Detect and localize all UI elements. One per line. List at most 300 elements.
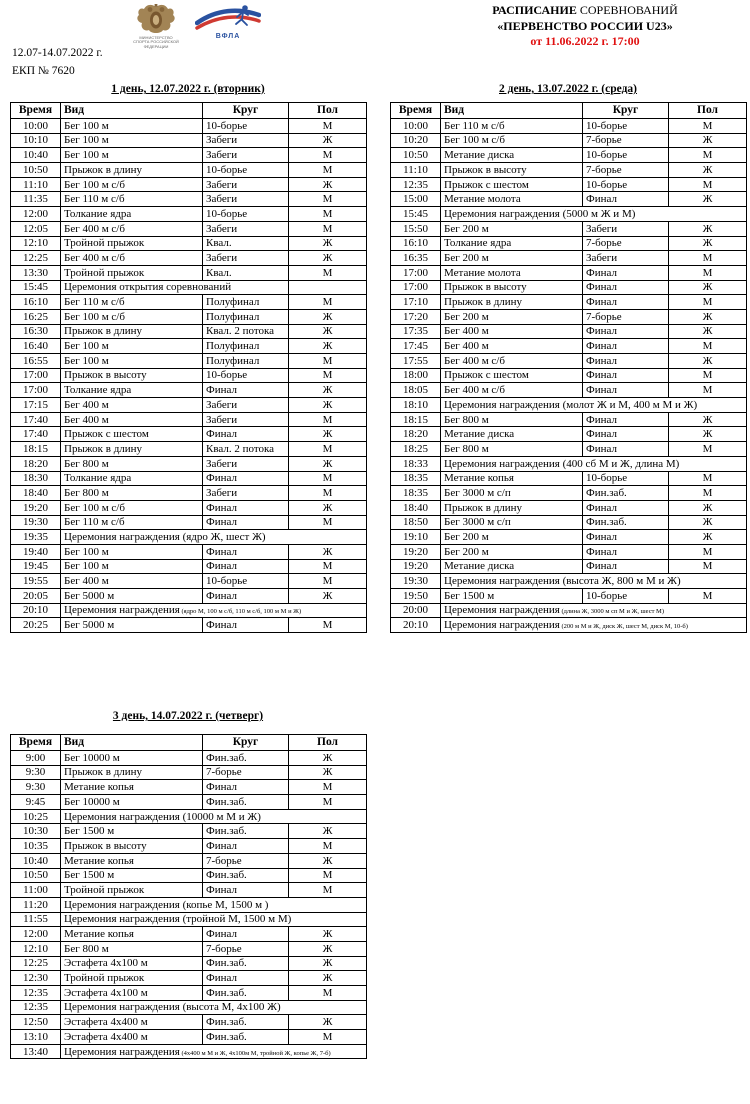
cell-round: Финал [583,544,669,559]
cell-round: Фин.заб. [203,986,289,1001]
cell-event: Толкание ядра [61,383,203,398]
cell-time: 15:50 [391,221,441,236]
cell-event: Бег 110 м с/б [441,119,583,134]
table-row [11,1030,367,1045]
cell-time: 17:40 [11,412,61,427]
ministry-eagle-icon [136,3,176,35]
cell-round: Финал [583,559,669,574]
cell-event: Бег 10000 м [61,751,203,766]
cell-sex: Ж [669,500,747,515]
cell-time: 19:40 [11,544,61,559]
cell-event: Бег 400 м с/б [441,354,583,369]
cell-round: Полуфинал [203,309,289,324]
cell-event: Метание диска [441,427,583,442]
cell-event: Бег 400 м [61,398,203,413]
cell-event: Метание молота [441,192,583,207]
cell-sex: Ж [669,354,747,369]
cell-event: Прыжок с шестом [441,177,583,192]
cell-time: 19:20 [11,500,61,515]
table-row [11,1000,367,1015]
table-row [11,486,367,501]
cell-time: 19:35 [11,530,61,545]
cell-round: Забеги [203,177,289,192]
table-row [391,471,747,486]
table-row [391,559,747,574]
table-row [391,456,747,471]
table-row [11,883,367,898]
cell-round: Финал [203,559,289,574]
cell-time: 19:50 [391,589,441,604]
cell-round: Забеги [203,192,289,207]
vfla-logo [195,3,261,40]
cell-time: 9:30 [11,765,61,780]
cell-time: 17:45 [391,339,441,354]
cell-event: Прыжок в длину [61,324,203,339]
cell-sex: Ж [289,456,367,471]
cell-sex: М [669,251,747,266]
cell-time: 16:30 [11,324,61,339]
cell-time: 16:25 [11,309,61,324]
cell-sex: Ж [669,236,747,251]
cell-event: Бег 5000 м [61,618,203,633]
cell-event: Толкание ядра [61,207,203,222]
table-row [11,456,367,471]
cell-sex: Ж [289,1015,367,1030]
cell-round: Фин.заб. [203,1030,289,1045]
cell-sex: М [669,589,747,604]
cell-time: 15:00 [391,192,441,207]
table-row [11,177,367,192]
cell-round: Финал [583,368,669,383]
cell-event: Прыжок с шестом [441,368,583,383]
cell-sex: Ж [289,251,367,266]
cell-round: 10-борье [203,119,289,134]
cell-sex: М [669,295,747,310]
cell-sex: М [289,839,367,854]
cell-event: Бег 100 м [61,148,203,163]
cell-event: Метание копья [441,471,583,486]
ceremony-note: (ядро М, 100 м с/б, 110 м с/б, 100 м М и Ж) [179,608,302,616]
cell-time: 11:55 [11,912,61,927]
cell-time: 10:40 [11,148,61,163]
day-1-table-container [10,102,367,633]
cell-event: Прыжок в длину [441,500,583,515]
cell-time: 12:35 [11,1000,61,1015]
table-row [11,368,367,383]
cell-event: Церемония награждения (ядро М, 100 м с/б, 110 м с/б, 100 м М и Ж) [61,603,367,618]
cell-sex: М [669,559,747,574]
cell-time: 11:35 [11,192,61,207]
cell-event: Бег 800 м [441,412,583,427]
cell-round: Фин.заб. [203,956,289,971]
cell-sex: М [669,383,747,398]
cell-sex [289,280,367,295]
cell-event: Церемония награждения (молот Ж и М, 400 м М и Ж) [441,398,747,413]
table-row [11,751,367,766]
cell-round: Полуфинал [203,339,289,354]
cell-sex: М [669,544,747,559]
table-row [391,265,747,280]
cell-event: Бег 400 м [441,339,583,354]
header-logos [133,3,261,49]
cell-time: 20:00 [391,603,441,618]
table-row [11,574,367,589]
table-row [11,530,367,545]
title-version-date: от 11.06.2022 г. 17:00 [530,34,640,49]
cell-time: 20:05 [11,589,61,604]
cell-event: Прыжок в длину [441,295,583,310]
table-row [391,295,747,310]
header-row [391,103,747,119]
cell-sex: Ж [289,824,367,839]
cell-time: 17:00 [391,265,441,280]
cell-event: Бег 200 м [441,251,583,266]
cell-event: Прыжок с шестом [61,427,203,442]
cell-time: 9:00 [11,751,61,766]
table-row [11,148,367,163]
cell-time: 18:05 [391,383,441,398]
cell-time: 19:30 [11,515,61,530]
cell-sex: Ж [289,853,367,868]
cell-time: 17:40 [11,427,61,442]
cell-time: 12:25 [11,956,61,971]
col-header-sex: Пол [669,103,747,119]
cell-time: 18:33 [391,456,441,471]
table-row [11,559,367,574]
cell-event: Прыжок в длину [61,163,203,178]
day-3-table-container [10,734,367,1059]
cell-round: Забеги [583,251,669,266]
table-row [11,927,367,942]
cell-round: Фин.заб. [203,824,289,839]
cell-sex: Ж [669,309,747,324]
cell-sex: М [289,515,367,530]
cell-sex: Ж [289,427,367,442]
cell-time: 11:00 [11,883,61,898]
cell-time: 18:30 [11,471,61,486]
cell-sex: М [289,442,367,457]
cell-event: Церемония награждения (копье М, 1500 м ) [61,897,367,912]
cell-round: Финал [583,265,669,280]
cell-sex: М [289,354,367,369]
cell-event: Бег 400 м [441,324,583,339]
cell-time: 19:30 [391,574,441,589]
cell-event: Бег 100 м с/б [441,133,583,148]
table-row [391,530,747,545]
table-row [11,618,367,633]
cell-time: 9:30 [11,780,61,795]
cell-time: 12:00 [11,207,61,222]
cell-time: 12:50 [11,1015,61,1030]
table-row [11,795,367,810]
cell-sex: М [289,795,367,810]
col-header-event: Вид [61,103,203,119]
cell-time: 19:20 [391,544,441,559]
cell-sex: М [289,119,367,134]
cell-time: 16:40 [11,339,61,354]
cell-round: Забеги [203,148,289,163]
cell-event: Бег 100 м с/б [61,177,203,192]
cell-time: 19:45 [11,559,61,574]
cell-round: Финал [583,500,669,515]
vfla-logo-label: ВФЛА [215,33,241,40]
cell-round: Фин.заб. [203,795,289,810]
table-row [391,383,747,398]
table-row [391,119,747,134]
cell-round: Квал. 2 потока [203,442,289,457]
table-row [391,133,747,148]
cell-round: Забеги [203,456,289,471]
cell-sex: Ж [289,971,367,986]
cell-event: Бег 800 м [61,941,203,956]
cell-event: Толкание ядра [61,471,203,486]
cell-event: Церемония награждения (4х400 м М и Ж, 4х100м М, тройной Ж, копье Ж, 7-б) [61,1044,367,1059]
cell-time: 17:35 [391,324,441,339]
cell-round: 10-борье [203,207,289,222]
cell-sex: М [289,221,367,236]
cell-sex: Ж [289,324,367,339]
cell-round: Фин.заб. [583,486,669,501]
cell-event: Церемония награждения (длина Ж, 3000 м сп М и Ж, шест М) [441,603,747,618]
table-row [391,177,747,192]
cell-round: Забеги [203,251,289,266]
cell-sex: Ж [669,324,747,339]
cell-round: Забеги [203,221,289,236]
cell-round: 7-борье [583,236,669,251]
cell-time: 10:35 [11,839,61,854]
table-row [11,824,367,839]
table-row [391,500,747,515]
cell-time: 11:10 [391,163,441,178]
cell-sex: М [289,207,367,222]
cell-event: Бег 100 м [61,354,203,369]
cell-sex: М [289,471,367,486]
cell-time: 17:00 [11,383,61,398]
cell-sex: Ж [669,221,747,236]
table-row [391,354,747,369]
table-row [11,515,367,530]
cell-event: Бег 400 м [61,412,203,427]
cell-sex: Ж [289,589,367,604]
header-row [11,103,367,119]
cell-round: 10-борье [583,177,669,192]
cell-time: 13:30 [11,265,61,280]
cell-round: Квал. [203,265,289,280]
cell-sex: М [289,618,367,633]
table-row [391,339,747,354]
table-row [11,427,367,442]
cell-event: Бег 100 м [61,544,203,559]
cell-time: 18:10 [391,398,441,413]
cell-round: Финал [203,883,289,898]
table-row [11,853,367,868]
table-row [11,941,367,956]
cell-round: Фин.заб. [203,1015,289,1030]
table-row [11,133,367,148]
cell-sex: Ж [289,927,367,942]
ceremony-note: (длина Ж, 3000 м сп М и Ж, шест М) [559,608,664,616]
cell-time: 10:20 [391,133,441,148]
cell-round: Забеги [203,412,289,427]
table-row [11,868,367,883]
table-row [391,192,747,207]
cell-sex: Ж [289,133,367,148]
col-header-time: Время [391,103,441,119]
table-row [11,442,367,457]
cell-round: Квал. 2 потока [203,324,289,339]
event-date-range: 12.07-14.07.2022 г. [12,47,103,59]
table-row [11,221,367,236]
cell-round: 7-борье [583,309,669,324]
col-header-event: Вид [441,103,583,119]
cell-sex: М [289,486,367,501]
cell-event: Эстафета 4х400 м [61,1030,203,1045]
table-row [391,221,747,236]
cell-event: Бег 100 м с/б [61,309,203,324]
cell-event: Бег 200 м [441,309,583,324]
cell-time: 20:10 [11,603,61,618]
cell-event: Тройной прыжок [61,971,203,986]
table-row [391,589,747,604]
cell-time: 20:10 [391,618,441,633]
cell-time: 13:40 [11,1044,61,1059]
cell-event: Бег 110 м с/б [61,515,203,530]
cell-time: 16:10 [391,236,441,251]
day-2-table-container [390,102,747,633]
cell-time: 13:10 [11,1030,61,1045]
cell-sex: Ж [669,427,747,442]
table-row [11,839,367,854]
cell-time: 17:00 [391,280,441,295]
cell-time: 19:10 [391,530,441,545]
col-header-sex: Пол [289,103,367,119]
cell-event: Метание диска [441,559,583,574]
cell-event: Бег 400 м [61,574,203,589]
cell-event: Прыжок в длину [61,442,203,457]
col-header-event: Вид [61,735,203,751]
ekp-number: ЕКП № 7620 [12,65,75,77]
cell-event: Бег 100 м с/б [61,500,203,515]
cell-sex: Ж [669,412,747,427]
table-row [11,589,367,604]
table-row [11,809,367,824]
cell-time: 16:55 [11,354,61,369]
cell-sex: М [669,177,747,192]
cell-round: Финал [583,412,669,427]
cell-event: Прыжок в высоту [61,839,203,854]
table-row [11,163,367,178]
table-row [11,119,367,134]
col-header-time: Время [11,735,61,751]
cell-sex: М [669,119,747,134]
schedule-table [390,102,747,633]
cell-round: 10-борье [583,589,669,604]
table-row [391,427,747,442]
cell-time: 18:50 [391,515,441,530]
table-row [11,500,367,515]
cell-round: Полуфинал [203,354,289,369]
cell-sex: Ж [669,515,747,530]
cell-sex: Ж [289,941,367,956]
table-row [11,309,367,324]
cell-round: Финал [583,442,669,457]
col-header-round: Круг [583,103,669,119]
col-header-time: Время [11,103,61,119]
table-row [391,251,747,266]
table-row [391,486,747,501]
cell-round: Забеги [583,221,669,236]
table-row [11,265,367,280]
cell-round: Финал [583,192,669,207]
cell-sex: М [669,148,747,163]
cell-time: 12:00 [11,927,61,942]
cell-round: Забеги [203,398,289,413]
table-row [11,354,367,369]
cell-event: Бег 100 м [61,339,203,354]
table-row [11,324,367,339]
cell-sex: Ж [289,339,367,354]
table-row [391,148,747,163]
cell-sex: М [669,265,747,280]
cell-time: 10:25 [11,809,61,824]
cell-sex: М [289,868,367,883]
cell-time: 17:55 [391,354,441,369]
table-row [11,295,367,310]
cell-time: 12:05 [11,221,61,236]
cell-round: Финал [583,280,669,295]
day-2-caption: 2 день, 13.07.2022 г. (среда) [499,83,637,95]
cell-round: 7-борье [203,765,289,780]
cell-round: Финал [583,530,669,545]
cell-event: Метание копья [61,853,203,868]
table-row [11,339,367,354]
cell-sex: М [289,265,367,280]
table-row [391,618,747,633]
table-row [11,971,367,986]
cell-event: Бег 800 м [441,442,583,457]
ministry-logo-caption: МИНИСТЕРСТВО СПОРТА РОССИЙСКОЙ ФЕДЕРАЦИИ [133,35,179,49]
cell-sex: М [289,368,367,383]
col-header-round: Круг [203,735,289,751]
cell-round: Финал [203,927,289,942]
cell-time: 17:20 [391,309,441,324]
cell-sex: М [289,148,367,163]
cell-time: 10:40 [11,853,61,868]
cell-event: Церемония награждения (тройной М, 1500 м М) [61,912,367,927]
cell-time: 10:50 [11,163,61,178]
cell-event: Бег 200 м [441,544,583,559]
table-row [11,986,367,1001]
cell-event: Бег 800 м [61,486,203,501]
cell-time: 10:00 [391,119,441,134]
cell-time: 17:00 [11,368,61,383]
cell-time: 10:50 [11,868,61,883]
cell-sex: Ж [289,765,367,780]
cell-event: Тройной прыжок [61,883,203,898]
day-3-caption: 3 день, 14.07.2022 г. (четверг) [112,710,264,722]
cell-time: 12:35 [11,986,61,1001]
table-row [11,912,367,927]
cell-event: Церемония награждения (5000 м Ж и М) [441,207,747,222]
cell-sex: М [289,1030,367,1045]
cell-time: 18:25 [391,442,441,457]
cell-sex: Ж [289,544,367,559]
cell-sex: Ж [289,236,367,251]
cell-sex: Ж [669,280,747,295]
cell-time: 18:00 [391,368,441,383]
cell-time: 18:15 [11,442,61,457]
table-row [391,324,747,339]
